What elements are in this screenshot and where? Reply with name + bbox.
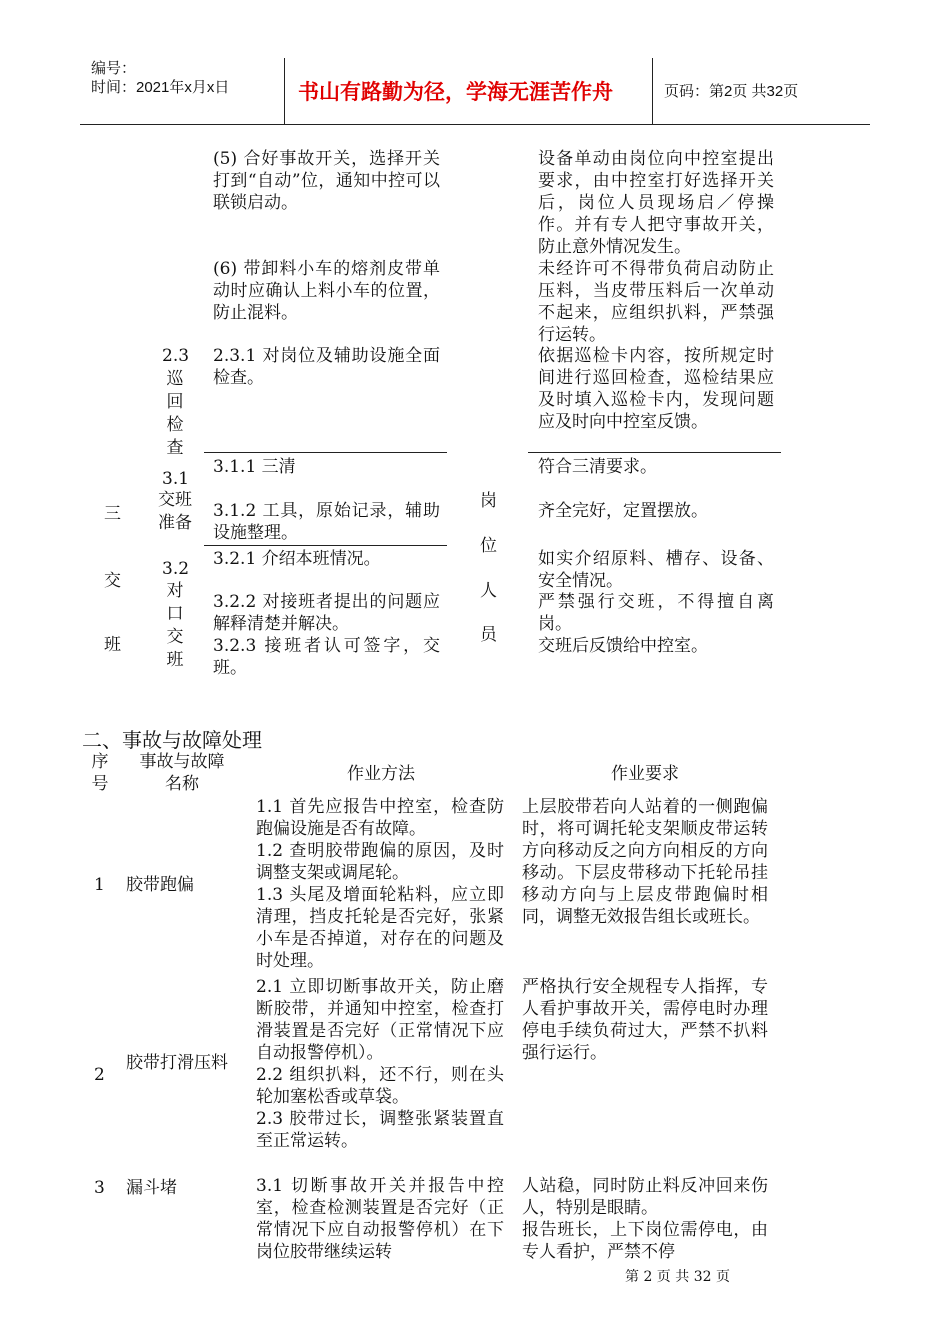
role-char: 岗	[480, 491, 497, 511]
row-req: 上层胶带若向人站着的一侧跑偏时，将可调托轮支架顺皮带运转方向移动反之向方向相反的方向移动。下层皮带移动下托轮吊挂移动方向与上层皮带跑偏时相同，调整无效报告组长或班长。	[522, 797, 768, 927]
table-rule-2	[528, 452, 781, 453]
col-header-method: 作业方法	[347, 764, 415, 784]
col-header-name: 事故与故障 名称	[139, 752, 225, 794]
row-method: 2.1 立即切断事故开关，防止磨断胶带，并通知中控室，检查打滑装置是否完好（正常情况下应自动报警停机）。 2.2 组织扒料，还不行，则在头轮加塞松香或草袋。 2.3 胶带过长，调整张紧装置直至正常运转。	[256, 977, 504, 1151]
header-rule	[80, 124, 870, 125]
role-char: 员	[480, 625, 497, 645]
row-seq: 2	[94, 1065, 105, 1085]
role-char: 人	[480, 581, 497, 601]
row-method: 3.1 切断事故开关并报告中控室，检查检测装置是否完好（正常情况下应自动报警停机）在下岗位胶带继续运转	[256, 1176, 504, 1262]
page-footer: 第 2 页 共 32 页	[625, 1269, 730, 1285]
section-title: 交班 准备	[158, 490, 192, 533]
category-char: 班	[104, 635, 121, 655]
row-name: 胶带跑偏	[126, 875, 194, 895]
header-divider-right	[652, 58, 653, 124]
row-name: 胶带打滑压料	[126, 1053, 228, 1073]
role-char: 位	[480, 536, 497, 556]
row-seq: 1	[94, 875, 105, 895]
section-title: 对 口 交 班	[166, 581, 184, 670]
requirement-cell: 未经许可不得带负荷启动防止压料，当皮带压料后一次单动不起来，应组织扒料，严禁强行运转。	[538, 259, 774, 345]
row-seq: 3	[94, 1178, 105, 1198]
method-cell: (5) 合好事故开关，选择开关打到“自动”位，通知中控可以联锁启动。	[213, 149, 440, 213]
method-cell: 2.3.1 对岗位及辅助设施全面检查。	[213, 346, 440, 388]
method-cell: 3.2.3 接班者认可签字，交班。	[213, 636, 440, 678]
requirement-cell: 交班后反馈给中控室。	[538, 636, 708, 656]
section-code: 2.3	[162, 346, 190, 366]
header-divider-left	[284, 58, 285, 124]
requirement-cell: 依据巡检卡内容，按所规定时间进行巡回检查，巡检结果应及时填入巡检卡内，发现问题应及时向中控室反馈。	[538, 346, 774, 432]
section-title: 巡 回 检 查	[166, 369, 184, 458]
section-code: 3.2	[162, 559, 190, 579]
requirement-cell: 齐全完好，定置摆放。	[538, 501, 708, 521]
method-cell: (6) 带卸料小车的熔剂皮带单动时应确认上料小车的位置，防止混料。	[213, 259, 440, 323]
row-name: 漏斗堵	[126, 1178, 177, 1198]
doc-time-label: 时间：2021年x月x日	[91, 79, 230, 96]
requirement-cell: 设备单动由岗位向中控室提出要求，由中控室打好选择开关后，岗位人员现场启／停操作。并有专人把守事故开关，防止意外情况发生。	[538, 149, 774, 257]
table-rule-3	[204, 545, 447, 546]
requirement-cell: 如实介绍原料、槽存、设备、安全情况。	[538, 549, 774, 591]
doc-number-label: 编号：	[91, 60, 137, 77]
method-cell: 3.2.1 介绍本班情况。	[213, 549, 381, 569]
col-header-seq: 序 号	[91, 752, 109, 794]
method-cell: 3.2.2 对接班者提出的问题应解释清楚并解决。	[213, 592, 440, 634]
col-header-req: 作业要求	[611, 764, 679, 784]
section-heading: 二、事故与故障处理	[82, 728, 262, 752]
requirement-cell: 符合三清要求。	[538, 457, 657, 477]
method-cell: 3.1.2 工具，原始记录，辅助设施整理。	[213, 501, 440, 543]
requirement-cell: 严禁强行交班，不得擅自离岗。	[538, 592, 774, 634]
row-req: 严格执行安全规程专人指挥，专人看护事故开关，需停电时办理停电手续负荷过大，严禁不扒料强行运行。	[522, 977, 768, 1063]
category-char: 交	[104, 571, 121, 591]
method-cell: 3.1.1 三清	[213, 457, 296, 477]
header-slogan: 书山有路勤为径，学海无涯苦作舟	[298, 79, 613, 104]
category-char: 三	[104, 504, 121, 524]
header-page-label: 页码：第2页 共32页	[664, 83, 799, 100]
section-code: 3.1	[162, 469, 190, 489]
table-rule-1	[204, 452, 447, 453]
row-req: 人站稳，同时防止料反冲回来伤人，特别是眼睛。 报告班长，上下岗位需停电，由专人看护，严禁不停	[522, 1176, 768, 1262]
row-method: 1.1 首先应报告中控室，检查防跑偏设施是否有故障。 1.2 查明胶带跑偏的原因，及时调整支架或调尾轮。 1.3 头尾及增面轮粘料，应立即清理，挡皮托轮是否完好，张紧小车是否掉道，对存在的问题及时处理。	[256, 797, 504, 971]
